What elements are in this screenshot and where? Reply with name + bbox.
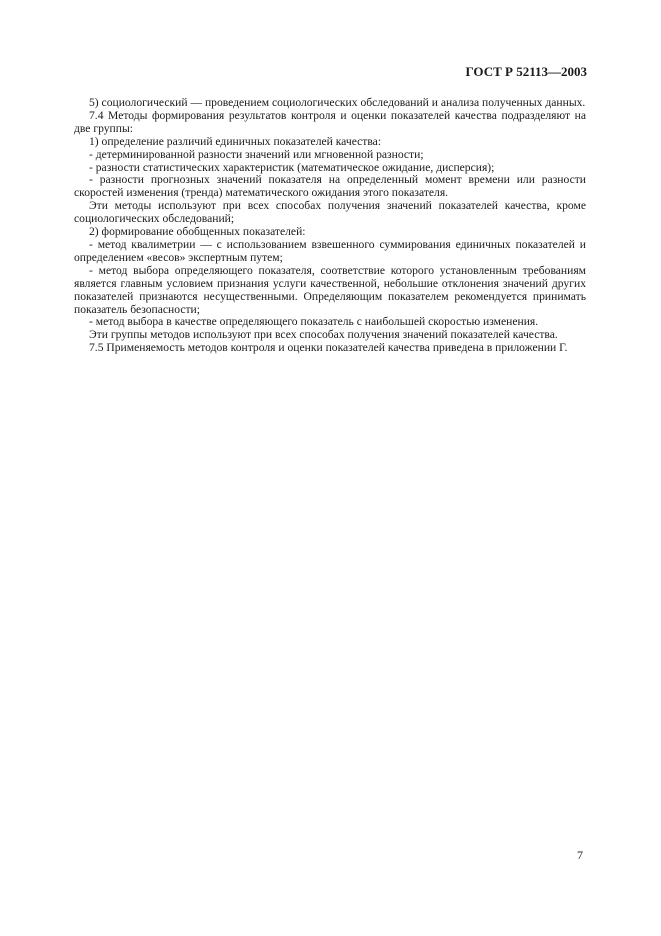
paragraph-section-7-5: 7.5 Применяемость методов контроля и оценки показателей качества приведена в приложении Г.	[89, 341, 568, 355]
document-code-header: ГОСТ Р 52113—2003	[465, 64, 587, 79]
list-item-statistical-difference: - разности статистических характеристик (математическое ожидание, дисперсия);	[89, 160, 495, 174]
paragraph-methods-usage: Эти методы используют при всех способах получения значений показателей качества, кроме социологических обследований;	[74, 199, 586, 226]
page-number: 7	[577, 848, 583, 862]
list-item-qualimetry: - метод квалиметрии — с использованием взвешенного суммирования единичных показателей и определением «весов» экспертным путем;	[74, 237, 586, 264]
list-item-determining-indicator: - метод выбора определяющего показателя, соответствие которого установленным требованиям является главным условием признания услуги качественной, небольшие отклонения значений других показателей признаются несущественными. Определяющим показателем рекомендуется принимать показатель безопасности;	[74, 263, 586, 316]
paragraph-groups-usage: Эти группы методов используют при всех способах получения значений показателей качества.	[89, 328, 558, 342]
paragraph-group-2: 2) формирование обобщенных показателей:	[89, 225, 306, 239]
paragraph-sociological-method: 5) социологический — проведением социологических обследований и анализа полученных данных.	[89, 96, 586, 109]
list-item-fastest-change: - метод выбора в качестве определяющего показатель с наибольшей скоростью изменения.	[89, 315, 539, 329]
paragraph-group-1: 1) определение различий единичных показателей качества:	[89, 134, 382, 148]
list-item-forecast-difference: - разности прогнозных значений показателя на определенный момент времени или разности скоростей изменения (тренда) математического ожидания этого показателя.	[74, 173, 586, 200]
paragraph-section-7-4: 7.4 Методы формирования результатов контроля и оценки показателей качества подразделяют на две группы:	[74, 108, 586, 135]
list-item-deterministic-difference: - детерминированной разности значений или мгновенной разности;	[89, 147, 424, 161]
body-text	[74, 97, 586, 355]
